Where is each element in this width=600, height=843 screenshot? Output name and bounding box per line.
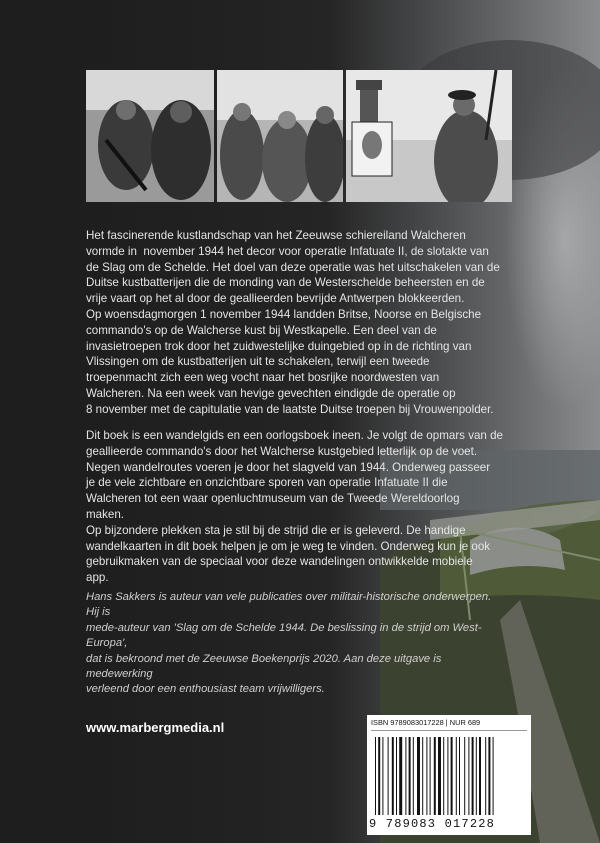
intro-paragraph (86, 228, 506, 418)
text-line: vormde in november 1944 het decor voor operatie Infatuate II, de slotakte van (86, 244, 489, 258)
text-line: commando's op de Walcherse kust bij Westkapelle. Een deel van de (86, 323, 437, 337)
text-line: wandelkaarten in dit boek helpen je om je weg te vinden. Onderweg kun je ook (86, 539, 491, 553)
text-line: de Slag om de Schelde. Het doel van deze operatie was het uitschakelen van de (86, 260, 500, 274)
photo-strip (86, 70, 512, 202)
text-line: je de vele zichtbare en onzichtbare sporen van operatie Infatuate II die (86, 476, 448, 490)
text-line: mede-auteur van 'Slag om de Schelde 1944. De beslissing in de strijd om West-Europa', (86, 621, 482, 650)
text-line: verleend door een enthousiast team vrijwilligers. (86, 683, 325, 696)
text-line: Hans Sakkers is auteur van vele publicaties over militair-historische onderwerpen. Hij is (86, 591, 492, 619)
text-line: vrije vaart op het al door de geallieerden bevrijde Antwerpen blokkeerden. (86, 292, 465, 306)
text-line: Vlissingen om de kustbatterijen uit te schakelen, terwijl een tweede (86, 355, 430, 369)
author-bio (86, 590, 506, 698)
text-line: dat is bekroond met de Zeeuwse Boekenprijs 2020. Aan deze uitgave is medewerking (86, 652, 442, 681)
text-line: Op bijzondere plekken sta je stil bij de strijd die er is geleverd. De handige (86, 523, 466, 537)
text-line: 8 november met de capitulatie van de laatste Duitse troepen bij Vrouwenpolder. (86, 402, 494, 416)
isbn-barcode (367, 715, 531, 835)
text-line: Het fascinerende kustlandschap van het Zeeuwse schiereiland Walcheren (86, 229, 466, 242)
description-paragraph (86, 428, 506, 586)
text-line: maken. (86, 507, 125, 521)
text-line: Op woensdagmorgen 1 november 1944 landden Britse, Noorse en Belgische (86, 307, 482, 321)
photo-lighthouse-soldier (346, 70, 512, 202)
publisher-website: www.marbergmedia.nl (86, 720, 225, 735)
text-line: Walcheren. Na een week van hevige gevechten eindigde de operatie op (86, 386, 456, 400)
photo-soldiers-group (217, 70, 343, 202)
text-line: geallieerde commando's door het Walcherse kustgebied letterlijk op de voet. (86, 444, 478, 458)
text-line: Duitse kustbatterijen die de monding van de Westerschelde beheersten en de (86, 276, 485, 290)
photo-soldiers-with-guns (86, 70, 214, 202)
text-line: Walcheren tot een waar openluchtmuseum van de Tweede Wereldoorlog (86, 492, 460, 506)
text-line: troepenmacht zich een weg vocht naar het bosrijke noordwesten van (86, 371, 440, 385)
barcode-bars (375, 737, 523, 817)
text-line: app. (86, 571, 109, 585)
text-line: Dit boek is een wandelgids en een oorlogsboek ineen. Je volgt de opmars van de (86, 429, 504, 442)
text-line: Negen wandelroutes voeren je door het slagveld van 1944. Onderweg passeer (86, 460, 491, 474)
barcode-digits: 9 789083 017228 (369, 817, 496, 831)
isbn-label: ISBN 9789083017228 | NUR 689 (371, 718, 527, 731)
text-line: invasietroepen trok door het zuidwestelijke duingebied op in de richting van (86, 339, 472, 353)
text-line: gebruikmaken van de speciaal voor deze wandelingen ontwikkelde mobiele (86, 555, 473, 569)
